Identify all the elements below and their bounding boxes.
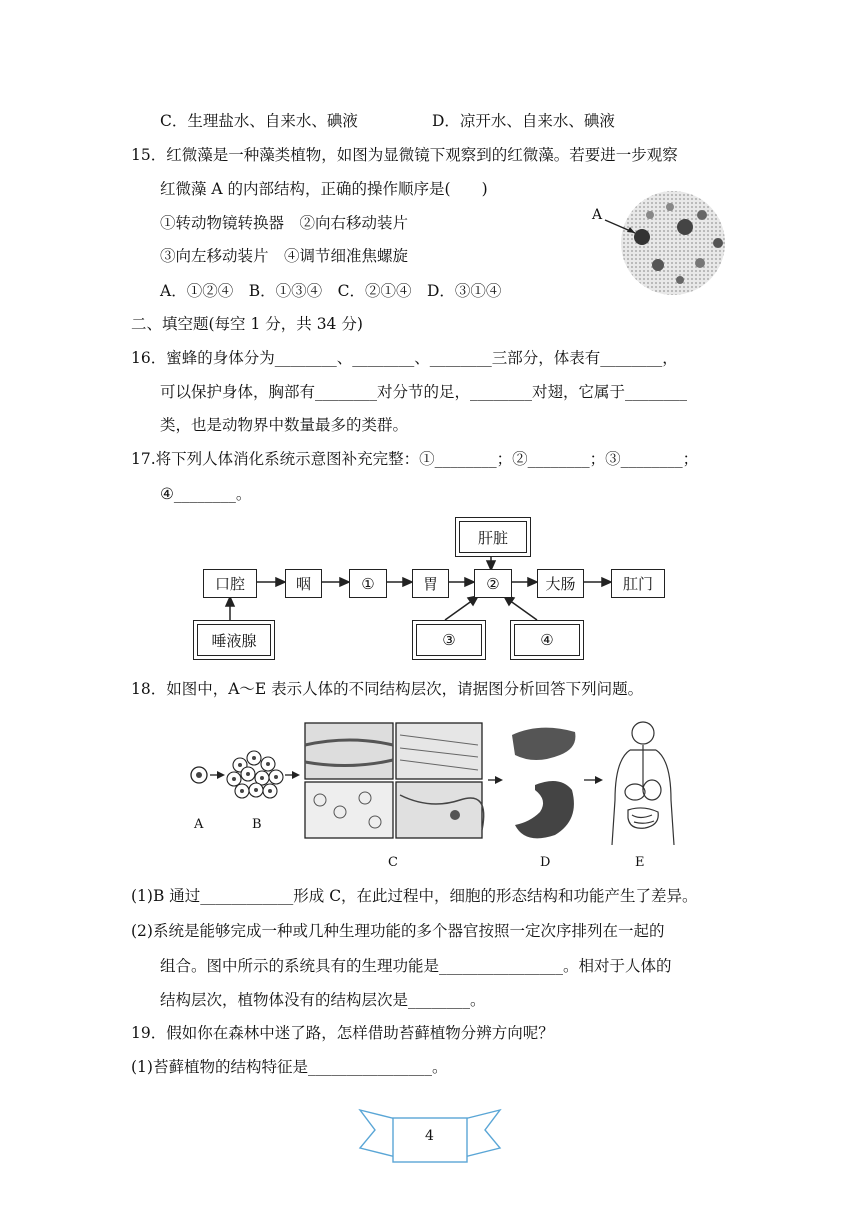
q18-part1: (1)B 通过____________形成 C，在此过程中，细胞的形态结构和功能产生了差异。 (131, 887, 698, 905)
tissues-c (305, 723, 484, 838)
page-number-ribbon (355, 1100, 505, 1170)
q18-part2-line3: 结构层次，植物体没有的结构层次是________。 (160, 991, 486, 1009)
human-system-e (612, 722, 674, 845)
box-liver-label: 肝脏 (459, 521, 527, 553)
box-blank-2: ② (474, 569, 512, 598)
q15-line4: ③向左移动装片 ④调节细准焦螺旋 (160, 247, 409, 265)
q19-line1: 19．假如你在森林中迷了路，怎样借助苔藓植物分辨方向呢？ (131, 1024, 554, 1042)
box-pharynx: 咽 (285, 569, 322, 598)
cell-cluster-b (227, 751, 283, 798)
q18-part2-line1: (2)系统是能够完成一种或几种生理功能的多个器官按照一定次序排列在一起的 (131, 922, 665, 940)
box-salivary-label: 唾液腺 (197, 624, 271, 656)
q19-part1: (1)苔藓植物的结构特征是________________。 (131, 1058, 448, 1076)
box-blank-4-label: ④ (514, 624, 580, 656)
q15-line2: 红微藻 A 的内部结构，正确的操作顺序是( ) (160, 180, 488, 198)
label-a: A (592, 207, 603, 223)
label-d: D (540, 855, 551, 870)
q16-line2: 可以保护身体，胸部有________对分节的足，________对翅，它属于________ (160, 383, 688, 401)
label-a: A (194, 817, 204, 832)
box-large-intestine: 大肠 (537, 569, 584, 598)
q16-line1: 16．蜜蜂的身体分为________、________、________三部分，体表有________， (131, 349, 678, 367)
q15-line3: ①转动物镜转换器 ②向右移动装片 (160, 214, 409, 232)
q18-line1: 18．如图中，A～E 表示人体的不同结构层次，请据图分析回答下列问题。 (131, 680, 644, 698)
page-number: 4 (425, 1128, 434, 1144)
box-stomach: 胃 (412, 569, 449, 598)
q14-option-d: D．凉开水、自来水、碘液 (432, 112, 615, 130)
label-e: E (635, 855, 645, 870)
q17-line2: ④________。 (160, 485, 252, 503)
q15-options: A．①②④ B．①③④ C．②①④ D．③①④ (160, 282, 502, 300)
box-blank-1: ① (349, 569, 387, 598)
q15-line1: 15．红微藻是一种藻类植物，如图为显微镜下观察到的红微藻。若要进一步观察 (131, 146, 678, 164)
box-mouth: 口腔 (203, 569, 257, 598)
q14-option-c: C．生理盐水、自来水、碘液 (160, 112, 358, 130)
label-b: B (252, 817, 262, 832)
label-c: C (388, 855, 398, 870)
q18-part2-line2: 组合。图中所示的系统具有的生理功能是________________。相对于人体的 (160, 957, 672, 975)
organs-d (512, 728, 575, 839)
section-title: 二、填空题(每空 1 分，共 34 分) (131, 315, 363, 333)
box-anus: 肛门 (611, 569, 665, 598)
q16-line3: 类，也是动物界中数量最多的类群。 (160, 416, 409, 434)
box-blank-3-label: ③ (416, 624, 482, 656)
cell-a (191, 767, 207, 783)
q17-line1: 17.将下列人体消化系统示意图补充完整：①________；②________；③________； (131, 450, 699, 468)
